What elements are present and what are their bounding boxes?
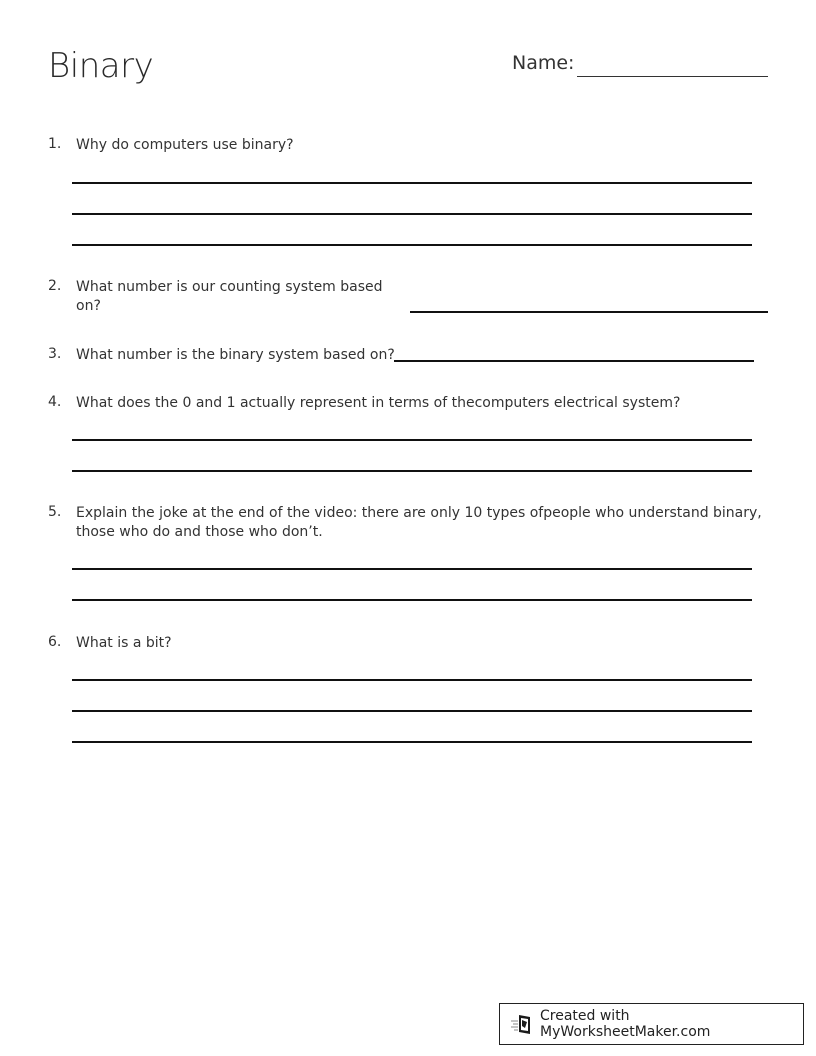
worksheet-logo-icon [510, 1013, 534, 1035]
question-text: What is a bit? [76, 635, 172, 651]
question-number: 5. [48, 504, 62, 520]
question-text: on? [76, 298, 101, 314]
answer-line[interactable] [72, 599, 752, 601]
answer-line[interactable] [410, 311, 768, 313]
question-text: What number is the binary system based on? [76, 347, 395, 363]
question-text: What number is our counting system based [76, 279, 383, 295]
question-number: 4. [48, 394, 62, 410]
answer-line[interactable] [72, 439, 752, 441]
name-label: Name: [512, 52, 575, 74]
answer-line[interactable] [72, 182, 752, 184]
answer-line[interactable] [72, 679, 752, 681]
answer-line[interactable] [72, 213, 752, 215]
answer-line[interactable] [72, 244, 752, 246]
footer-badge[interactable] [499, 1003, 804, 1045]
answer-line[interactable] [394, 360, 754, 362]
question-number: 6. [48, 634, 62, 650]
question-text: Explain the joke at the end of the video: there are only 10 types ofpeople who understand binary, [76, 505, 762, 521]
answer-line[interactable] [72, 741, 752, 743]
answer-line[interactable] [72, 710, 752, 712]
page-title: Binary [48, 46, 154, 86]
question-number: 3. [48, 346, 62, 362]
name-field[interactable] [577, 76, 768, 77]
question-text: those who do and those who don’t. [76, 524, 323, 540]
question-text: Why do computers use binary? [76, 137, 294, 153]
question-number: 1. [48, 136, 62, 152]
question-text: What does the 0 and 1 actually represent in terms of thecomputers electrical system? [76, 395, 681, 411]
answer-line[interactable] [72, 568, 752, 570]
footer-text: Created with MyWorksheetMaker.com [540, 1008, 711, 1040]
answer-line[interactable] [72, 470, 752, 472]
question-number: 2. [48, 278, 62, 294]
